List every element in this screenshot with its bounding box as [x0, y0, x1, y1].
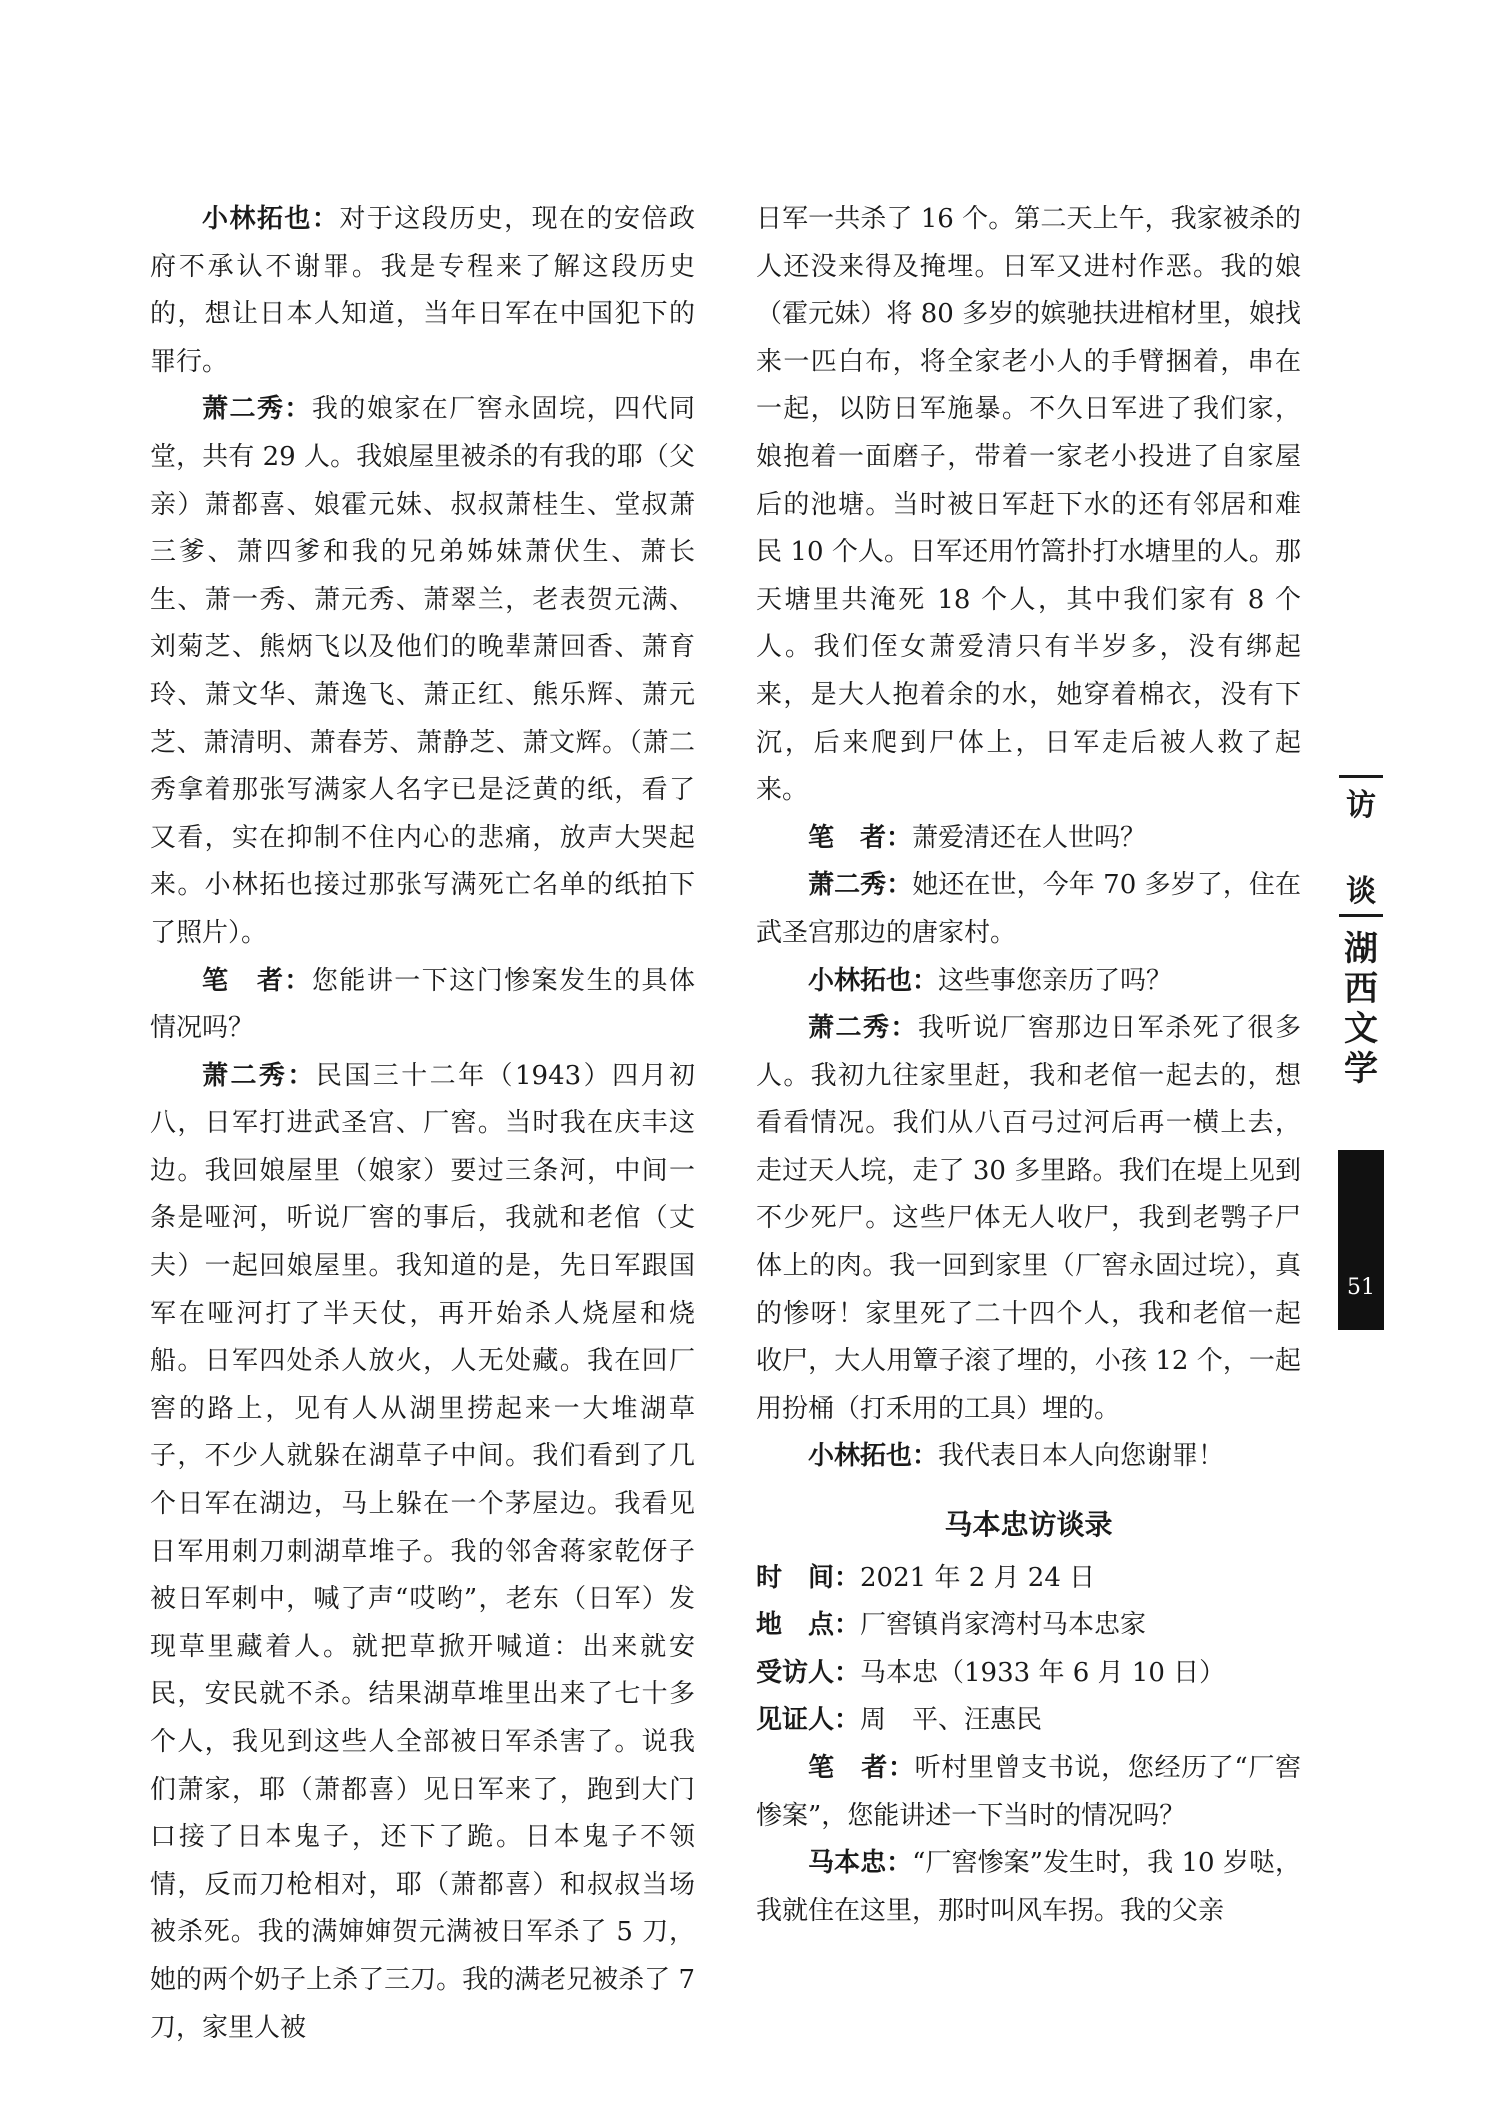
- meta-label: 地 点：: [756, 1610, 861, 1641]
- meta-label: 受访人：: [756, 1657, 861, 1688]
- masthead-char: 湖: [1344, 929, 1378, 969]
- masthead-char: 学: [1344, 1049, 1378, 1089]
- paragraph-text: 我听说厂窖那边日军杀死了很多人。我初九往家里赶，我和老倌一起去的，想看看情况。我们从八百弓过河后再一横上去，走过天人垸，走了 30 多里路。我们在堤上见到不少死尸。这些尸体无人收尸，我到老鹗子尸体上的肉。我一回到家里（厂窖永固过垸），真的惨呀！家里死了二十四个人，我和老倌一起收尸，大人用簟子滚了埋的，小孩 12 个，一起用扮桶（打禾用的工具）埋的。: [756, 1013, 1301, 1424]
- paragraph: [150, 386, 695, 957]
- meta-value: 马本忠（1933 年 6 月 10 日）: [860, 1657, 1226, 1688]
- section-label-char: 谈: [1346, 874, 1376, 909]
- meta-line-witness: [756, 1697, 1301, 1745]
- meta-line-interviewee: [756, 1650, 1301, 1698]
- paragraph: [150, 196, 695, 386]
- paragraph-text: 我代表日本人向您谢罪！: [938, 1441, 1225, 1472]
- speaker-label: 萧二秀：: [808, 1013, 918, 1044]
- speaker-label: 小林拓也：: [202, 204, 340, 234]
- masthead-char: 文: [1344, 1009, 1378, 1049]
- page-number-box: [1338, 1150, 1384, 1330]
- speaker-label: 小林拓也：: [808, 965, 939, 996]
- paragraph-text: 对于这段历史，现在的安倍政府不承认不谢罪。我是专程来了解这段历史的，想让日本人知道，当年日军在中国犯下的罪行。: [150, 204, 695, 377]
- paragraph: [756, 815, 1301, 863]
- left-column: [150, 196, 695, 2052]
- paragraph: [756, 1433, 1301, 1481]
- masthead-char: 西: [1344, 969, 1378, 1009]
- paragraph: [756, 1005, 1301, 1433]
- paragraph-text: 听村里曾支书说，您经历了“厂窖惨案”，您能讲述一下当时的情况吗？: [756, 1753, 1301, 1831]
- speaker-label: 小林拓也：: [808, 1441, 939, 1472]
- sidebar-rule-top: [1339, 775, 1383, 778]
- meta-value: 2021 年 2 月 24 日: [860, 1562, 1096, 1593]
- sidebar-rule-middle: [1339, 914, 1383, 917]
- meta-value: 厂窖镇肖家湾村马本忠家: [860, 1610, 1147, 1641]
- paragraph: [756, 862, 1301, 957]
- speaker-label: 萧二秀：: [808, 870, 913, 901]
- paragraph: [150, 1053, 695, 2052]
- speaker-label: 萧二秀：: [202, 394, 312, 425]
- speaker-label: 笔 者：: [202, 965, 312, 996]
- meta-line-place: [756, 1602, 1301, 1650]
- paragraph-text: 她还在世，今年 70 多岁了，住在武圣宫那边的唐家村。: [756, 870, 1301, 948]
- section-title: 马本忠访谈录: [944, 1508, 1113, 1542]
- paragraph: [756, 1840, 1301, 1935]
- paragraph-text: 民国三十二年（1943）四月初八，日军打进武圣宫、厂窖。当时我在庆丰这边。我回娘屋里（娘家）要过三条河，中间一条是哑河，听说厂窖的事后，我就和老倌（丈夫）一起回娘屋里。我知道的是，先日军跟国军在哑河打了半天仗，再开始杀人烧屋和烧船。日军四处杀人放火，人无处藏。我在回厂窖的路上，见有人从湖里捞起来一大堆湖草子，不少人就躲在湖草子中间。我们看到了几个日军在湖边，马上躲在一个茅屋边。我看见日军用刺刀刺湖草堆子。我的邻舍蒋家乾伢子被日军刺中，喊了声“哎哟”，老东（日军）发现草里藏着人。就把草掀开喊道：出来就安民，安民就不杀。结果湖草堆里出来了七十多个人，我见到这些人全部被日军杀害了。说我们萧家，耶（萧都喜）见日军来了，跑到大门口接了日本鬼子，还下了跪。日本鬼子不领情，反而刀枪相对，耶（萧都喜）和叔叔当场被杀死。我的满婶婶贺元满被日军杀了 5 刀，她的两个奶子上杀了三刀。我的满老兄被杀了 7 刀，家里人被: [150, 1060, 695, 2043]
- meta-line-time: [756, 1555, 1301, 1603]
- right-column: [756, 196, 1301, 1935]
- meta-label: 时 间：: [756, 1562, 861, 1593]
- paragraph-continuation: 日军一共杀了 16 个。第二天上午，我家被杀的人还没来得及掩埋。日军又进村作恶。我的娘（霍元妹）将 80 多岁的嫔驰扶进棺材里，娘找来一匹白布，将全家老小人的手臂捆着，串在一起，以防日军施暴。不久日军进了我们家，娘抱着一面磨子，带着一家老小投进了自家屋后的池塘。当时被日军赶下水的还有邻居和难民 10 个人。日军还用竹篙扑打水塘里的人。那天塘里共淹死 18 个人，其中我们家有 8 个人。我们侄女萧爱清只有半岁多，没有绑起来，是大人抱着余的水，她穿着棉衣，没有下沉，后来爬到尸体上，日军走后被人救了起来。: [756, 204, 1301, 806]
- meta-label: 见证人：: [756, 1705, 861, 1736]
- speaker-label: 马本忠：: [808, 1848, 913, 1879]
- speaker-label: 萧二秀：: [202, 1060, 316, 1091]
- speaker-label: 笔 者：: [808, 822, 913, 853]
- section-sidebar: [1338, 775, 1384, 1089]
- section-label-char: 访: [1346, 788, 1376, 823]
- paragraph-text: 我的娘家在厂窖永固垸，四代同堂，共有 29 人。我娘屋里被杀的有我的耶（父亲）萧都喜、娘霍元妹、叔叔萧桂生、堂叔萧三爹、萧四爹和我的兄弟姊妹萧伏生、萧长生、萧一秀、萧元秀、萧翠兰，老表贺元满、刘菊芝、熊炳飞以及他们的晚辈萧回香、萧育玲、萧文华、萧逸飞、萧正红、熊乐辉、萧元芝、萧清明、萧春芳、萧静芝、萧文辉。（萧二秀拿着那张写满家人名字已是泛黄的纸，看了又看，实在抑制不住内心的悲痛，放声大哭起来。小林拓也接过那张写满死亡名单的纸拍下了照片）。: [150, 394, 695, 948]
- journal-masthead: [1338, 929, 1384, 1089]
- paragraph: [756, 1745, 1301, 1840]
- paragraph-text: 萧爱清还在人世吗？: [912, 822, 1147, 853]
- paragraph: [150, 958, 695, 1053]
- page-number: 51: [1347, 1275, 1375, 1300]
- meta-value: 周 平、汪惠民: [860, 1705, 1043, 1736]
- paragraph-text: “厂窖惨案”发生时，我 10 岁哒，我就住在这里，那时叫风车拐。我的父亲: [756, 1848, 1301, 1926]
- speaker-label: 笔 者：: [808, 1753, 915, 1783]
- paragraph-text: 您能讲一下这门惨案发生的具体情况吗？: [150, 965, 695, 1044]
- paragraph: [756, 958, 1301, 1006]
- paragraph-text: 这些事您亲历了吗？: [938, 965, 1173, 996]
